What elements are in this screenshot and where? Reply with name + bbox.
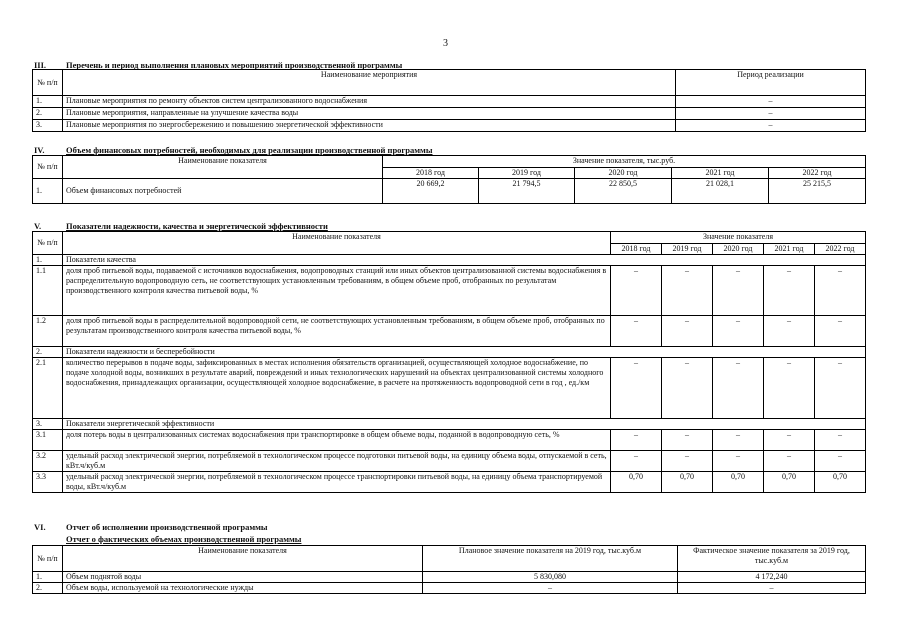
section3-table (32, 69, 866, 132)
section4-heading (34, 145, 432, 155)
table-row: 1.2 доля проб питьевой воды в распределительной водопроводной сети, не соответствующих установленным требованиям, в общем объеме проб, отобранных по результатам производственного контроля качества питьевой воды, % – – – – – (33, 316, 866, 347)
year-header: 2021 год (764, 244, 815, 255)
table-row: 1. Объем поднятой воды 5 830,080 4 172,240 (33, 572, 866, 583)
section5-number: V. (34, 221, 42, 231)
table-row: 1. Объем финансовых потребностей 20 669,2 21 794,5 22 850,5 21 028,1 25 215,5 (33, 179, 866, 204)
year-header: 2018 год (611, 244, 662, 255)
col-value-header: Значение показателя, тыс.руб. (383, 156, 866, 168)
table-row-group: 1. Показатели качества (33, 255, 866, 266)
table-row-group: 3. Показатели энергетической эффективности (33, 419, 866, 430)
year-header: 2020 год (575, 168, 672, 179)
table-row: 3.2 удельный расход электрической энергии, потребляемой в технологическом процессе подготовки питьевой воды, на единицу объема воды, отпускаемой в сеть, кВт.ч/куб.м – – – – – (33, 451, 866, 472)
year-header: 2019 год (479, 168, 575, 179)
section6-number: VI. (34, 522, 46, 532)
table-row: 3. Плановые мероприятия по энергосбережению и повышению энергетической эффективности – (33, 120, 866, 132)
section3-number: III. (34, 60, 47, 70)
section6-subtitle: Отчет о фактических объемах производственной программы (66, 534, 302, 544)
table-row: 2.1 количество перерывов в подаче воды, зафиксированных в местах исполнения обязательств организацией, осуществляющей холодное водоснабжение, по подаче холодной воды, возникших в результате аварий, повреждений и иных технологических нарушений на объектах централизованной системы холодного водоснабжения, принадлежащих организации, осуществляющей холодное водоснабжение, в расчете на протяженность водопроводной сети в год , ед./км – – – – – (33, 358, 866, 419)
year-header: 2022 год (815, 244, 866, 255)
section4-title: Объем финансовых потребностей, необходимых для реализации производственной программы (66, 145, 433, 155)
year-header: 2020 год (713, 244, 764, 255)
year-header: 2019 год (662, 244, 713, 255)
section6-subheading (66, 534, 301, 544)
col-num-header: № п/п (33, 232, 63, 255)
section6-title: Отчет об исполнении производственной программы (66, 522, 268, 532)
col-plan-header: Плановое значение показателя на 2019 год, тыс.куб.м (423, 546, 678, 572)
col-value-header: Значение показателя (611, 232, 866, 244)
year-header: 2021 год (672, 168, 769, 179)
col-name-header: Наименование показателя (63, 232, 611, 255)
col-num-header: № п/п (33, 156, 63, 179)
col-num-header: № п/п (33, 70, 63, 96)
table-row: 3.1 доля потерь воды в централизованных системах водоснабжения при транспортировке в общем объеме воды, поданной в водопроводную сеть, % – – – – – (33, 430, 866, 451)
col-period-header: Период реализации (676, 70, 866, 96)
section5-title: Показатели надежности, качества и энергетической эффективности (66, 221, 328, 231)
table-row: 1.1 доля проб питьевой воды, подаваемой с источников водоснабжения, водопроводных станций или иных объектов централизованной системы водоснабжения в распределительную водопроводную сеть, не соответствующих установленным требованиям, в общем объеме проб, отобранных по результатам производственного контроля качества питьевой воды, % – – – – – (33, 266, 866, 316)
col-name-header: Наименование мероприятия (63, 70, 676, 96)
table-row: 2. Плановые мероприятия, направленные на улучшение качества воды – (33, 108, 866, 120)
table-row-group: 2. Показатели надежности и бесперебойности (33, 347, 866, 358)
section5-table (32, 231, 866, 493)
section4-table (32, 155, 866, 204)
col-name-header: Наименование показателя (63, 156, 383, 179)
table-row: 2. Объем воды, используемой на технологические нужды – – (33, 583, 866, 594)
page-number: 3 (443, 38, 448, 49)
table-row: 1. Плановые мероприятия по ремонту объектов систем централизованного водоснабжения – (33, 96, 866, 108)
col-name-header: Наименование показателя (63, 546, 423, 572)
section6-heading (34, 522, 268, 532)
col-fact-header: Фактическое значение показателя за 2019 год, тыс.куб.м (678, 546, 866, 572)
section4-number: IV. (34, 145, 45, 155)
section5-heading (34, 221, 328, 231)
table-row: 3.3 удельный расход электрической энергии, потребляемой в технологическом процессе транспортировки питьевой воды, на единицу объема транспортируемой воды, кВт.ч/куб.м 0,70 0,70 0,70 0,70 0,70 (33, 472, 866, 493)
section3-title: Перечень и период выполнения плановых мероприятий производственной программы (66, 60, 403, 70)
year-header: 2018 год (383, 168, 479, 179)
col-num-header: № п/п (33, 546, 63, 572)
section6-table (32, 545, 866, 594)
year-header: 2022 год (769, 168, 866, 179)
